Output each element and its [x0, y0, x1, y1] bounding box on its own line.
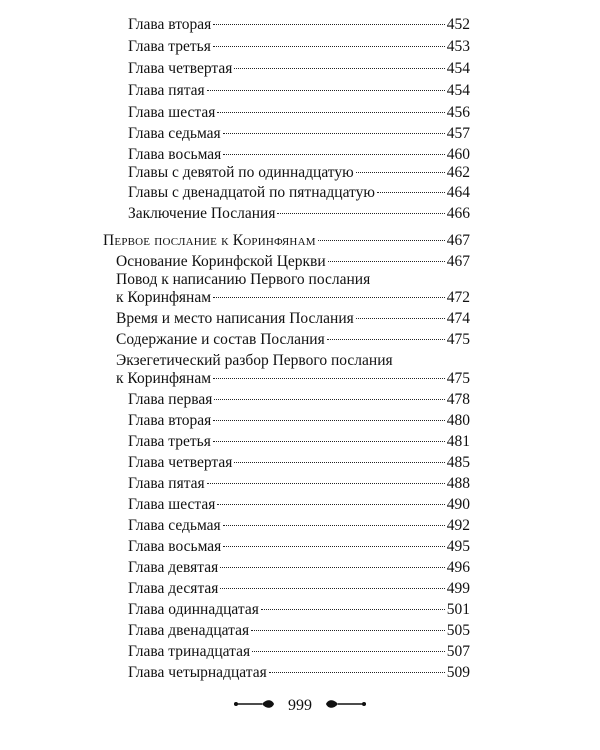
- toc-entry[interactable]: [116, 310, 470, 328]
- page-number: 999: [288, 697, 312, 714]
- dot-leader: [223, 154, 444, 155]
- toc-entry-title: Основание Коринфской Церкви: [116, 253, 326, 270]
- toc-entry-page: 485: [446, 454, 470, 471]
- dot-leader: [277, 213, 444, 214]
- toc-entry[interactable]: [128, 475, 470, 493]
- dot-leader: [223, 546, 444, 547]
- toc-entry-title-line1: Экзегетический разбор Первого послания: [116, 352, 393, 369]
- toc-entry-title: Глава третья: [128, 38, 211, 55]
- dot-leader: [377, 192, 445, 193]
- dot-leader: [328, 261, 445, 262]
- dot-leader: [318, 240, 445, 241]
- toc-entry[interactable]: [128, 538, 470, 556]
- ornament-right-icon: [324, 696, 368, 716]
- toc-entry[interactable]: [128, 104, 470, 122]
- toc-entry-title: Глава шестая: [128, 496, 216, 513]
- toc-entry-title: Глава одиннадцатая: [128, 601, 259, 618]
- dot-leader: [234, 462, 444, 463]
- toc-entry[interactable]: [128, 146, 470, 164]
- toc-entry-title: Главы с двенадцатой по пятнадцатую: [128, 184, 375, 201]
- toc-entry-page: 454: [446, 60, 470, 77]
- toc-entry[interactable]: [128, 559, 470, 577]
- dot-leader: [217, 112, 444, 113]
- dot-leader: [251, 630, 445, 631]
- toc-entry-page: 456: [446, 104, 470, 121]
- page-footer: [0, 696, 600, 716]
- ornament-left-icon: [232, 696, 276, 716]
- dot-leader: [213, 441, 445, 442]
- toc-entry[interactable]: [128, 496, 470, 514]
- toc-entry-page: 509: [446, 664, 470, 681]
- dot-leader: [213, 378, 445, 379]
- dot-leader: [207, 483, 445, 484]
- toc-entry-page: 464: [446, 184, 470, 201]
- toc-entry-page: 474: [446, 310, 470, 327]
- toc-entry[interactable]: [128, 82, 470, 100]
- toc-entry-page: 481: [446, 433, 470, 450]
- dot-leader: [207, 90, 445, 91]
- toc-entry-page: 480: [446, 412, 470, 429]
- toc-entry-page: 499: [446, 580, 470, 597]
- toc-entry-page: 457: [446, 125, 470, 142]
- toc-entry-title: Глава тринадцатая: [128, 643, 251, 660]
- toc-entry-title: Главы с девятой по одиннадцатую: [128, 164, 354, 181]
- toc-entry-page: 492: [446, 517, 470, 534]
- dot-leader: [213, 420, 444, 421]
- toc-entry[interactable]: [128, 184, 470, 202]
- toc-entry-page: 466: [446, 205, 470, 222]
- toc-entry-title: Глава вторая: [128, 16, 212, 33]
- dot-leader: [217, 504, 444, 505]
- toc-entry-page: 495: [446, 538, 470, 555]
- dot-leader: [213, 46, 445, 47]
- toc-entry-title: Глава двенадцатая: [128, 622, 250, 639]
- toc-entry[interactable]: [116, 289, 470, 307]
- toc-entry-page: 454: [446, 82, 470, 99]
- dot-leader: [213, 297, 445, 298]
- toc-entry-title: Глава седьмая: [128, 517, 221, 534]
- toc-entry-title: Глава шестая: [128, 104, 216, 121]
- toc-entry-title: Глава восьмая: [128, 538, 222, 555]
- dot-leader: [269, 672, 445, 673]
- toc-entry-title: Глава четвертая: [128, 60, 233, 77]
- toc-entry-page: 472: [446, 289, 470, 306]
- dot-leader: [327, 339, 445, 340]
- toc-entry-title: Содержание и состав Послания: [116, 331, 325, 348]
- toc-entry[interactable]: [116, 370, 470, 388]
- toc-entry[interactable]: [116, 253, 470, 271]
- dot-leader: [220, 567, 444, 568]
- toc-entry[interactable]: [128, 664, 470, 682]
- toc-entry[interactable]: [128, 412, 470, 430]
- toc-entry-page: 501: [446, 601, 470, 618]
- toc-entry[interactable]: [116, 331, 470, 349]
- dot-leader: [214, 399, 444, 400]
- dot-leader: [261, 609, 445, 610]
- toc-entry-title: Глава пятая: [128, 475, 205, 492]
- toc-entry[interactable]: [128, 580, 470, 598]
- toc-entry-page: 505: [446, 622, 470, 639]
- toc-entry-title: Глава восьмая: [128, 146, 222, 163]
- toc-entry-title-line1: Повод к написанию Первого послания: [116, 271, 371, 288]
- toc-entry[interactable]: [128, 38, 470, 56]
- toc-entry-title: Глава третья: [128, 433, 211, 450]
- toc-entry-title: Глава первая: [128, 391, 213, 408]
- toc-entry-page: 475: [446, 370, 470, 387]
- toc-entry-title: Глава десятая: [128, 580, 219, 597]
- dot-leader: [213, 24, 444, 25]
- toc-entry[interactable]: [128, 517, 470, 535]
- toc-entry-page: 453: [446, 38, 470, 55]
- toc-entry[interactable]: [128, 601, 470, 619]
- toc-entry-title: к Коринфянам: [116, 289, 212, 306]
- toc-entry[interactable]: [128, 622, 470, 640]
- toc-entry-title: Заключение Послания: [128, 205, 276, 222]
- toc-entry-title: Глава вторая: [128, 412, 212, 429]
- toc-entry-page: 490: [446, 496, 470, 513]
- toc-entry-title: Глава пятая: [128, 82, 205, 99]
- toc-entry[interactable]: [128, 125, 470, 143]
- toc-entry-title: Время и место написания Послания: [116, 310, 354, 327]
- dot-leader: [223, 525, 445, 526]
- dot-leader: [223, 133, 445, 134]
- toc-entry[interactable]: [128, 391, 470, 409]
- toc-entry-page: 475: [446, 331, 470, 348]
- toc-entry-page: 467: [446, 253, 470, 270]
- dot-leader: [220, 588, 444, 589]
- dot-leader: [356, 318, 445, 319]
- toc-entry-page: 488: [446, 475, 470, 492]
- dot-leader: [252, 651, 445, 652]
- toc-entry[interactable]: [128, 643, 470, 661]
- toc-entry[interactable]: [128, 433, 470, 451]
- toc-entry-page: 462: [446, 164, 470, 181]
- toc-section-title: Первое послание к Коринфянам: [103, 232, 316, 249]
- toc-entry-page: 496: [446, 559, 470, 576]
- dot-leader: [234, 68, 444, 69]
- toc-entry-page: 507: [446, 643, 470, 660]
- dot-leader: [356, 172, 445, 173]
- toc-entry-page: 460: [446, 146, 470, 163]
- toc-entry-page: 467: [446, 232, 470, 249]
- toc-entry[interactable]: [128, 454, 470, 472]
- toc-section-heading[interactable]: [103, 232, 470, 250]
- toc-entry[interactable]: [128, 16, 470, 34]
- toc-entry-title: Глава седьмая: [128, 125, 221, 142]
- toc-entry-title: Глава четырнадцатая: [128, 664, 267, 681]
- toc-entry-title: Глава девятая: [128, 559, 219, 576]
- toc-entry[interactable]: [128, 164, 470, 182]
- toc-entry-title: Глава четвертая: [128, 454, 233, 471]
- toc-entry-page: 452: [446, 16, 470, 33]
- toc-entry[interactable]: [128, 60, 470, 78]
- toc-entry-page: 478: [446, 391, 470, 408]
- toc-entry[interactable]: [128, 205, 470, 223]
- toc-entry-title: к Коринфянам: [116, 370, 212, 387]
